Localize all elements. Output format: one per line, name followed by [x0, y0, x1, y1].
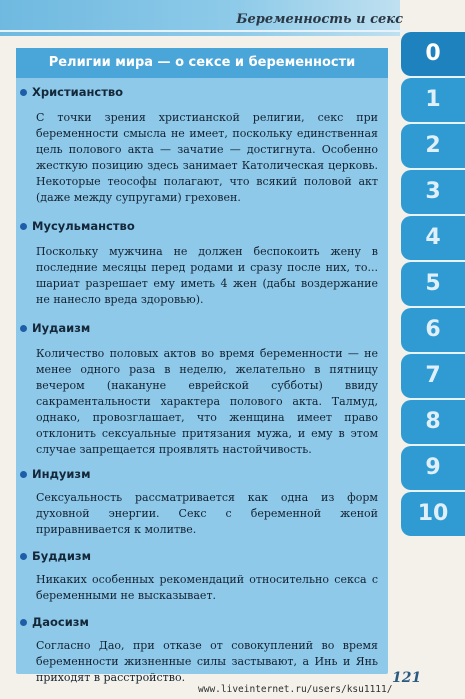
section-text: Поскольку мужчина не должен беспокоить жену в последние месяцы перед родами и сразу после них, то... шариат разрешает ему иметь 4 жен (дабы воздержание не нанесло вреда здоровью). [36, 245, 378, 306]
page-header-title: Беременность и секс [236, 12, 403, 27]
chapter-tab-3[interactable]: 3 [401, 170, 465, 214]
chapter-tab-7[interactable]: 7 [401, 354, 465, 398]
section-heading-text: Мусульманство [32, 219, 135, 233]
section-heading-text: Христианство [32, 85, 124, 99]
section-text: Количество половых актов во время беременности — не менее одного раза в неделю, желательно в пятницу вечером (накануне еврейской субботы) ввиду сакраментальности характера полового акта. Талмуд, однако, провозглашает, что женщина имеет право отклонить сексуальные притязания мужа, и ему в этом случае запрещается проявлять настойчивость. [36, 347, 378, 456]
section-text: С точки зрения христианской религии, секс при беременности смысла не имеет, поскольку единственная цель полового акта — зачатие — достигнута. Особенно жесткую позицию здесь занимает Католическая церковь. Некоторые теософы полагают, что всякий половой акт (даже между супругами) греховен. [36, 111, 378, 204]
chapter-tab-9[interactable]: 9 [401, 446, 465, 490]
section-heading [16, 218, 388, 234]
section-text: Сексуальность рассматривается как одна из форм духовной энергии. Секс с беременной женой приравнивается к молитве. [36, 491, 378, 536]
info-box-title: Религии мира — о сексе и беременности [16, 48, 388, 78]
chapter-tab-2[interactable]: 2 [401, 124, 465, 168]
chapter-tabs [401, 32, 465, 592]
section-heading-text: Буддизм [32, 549, 91, 563]
footer-url[interactable]: www.liveinternet.ru/users/ksu1111/ [198, 684, 393, 695]
section-taoism [16, 614, 388, 686]
bullet-icon [20, 619, 27, 626]
chapter-tab-4[interactable]: 4 [401, 216, 465, 260]
section-hinduism [16, 466, 388, 538]
chapter-tab-5[interactable]: 5 [401, 262, 465, 306]
chapter-tab-1[interactable]: 1 [401, 78, 465, 122]
section-heading [16, 548, 388, 564]
chapter-tab-0[interactable]: 0 [401, 32, 465, 76]
section-heading-text: Индуизм [32, 467, 91, 481]
bullet-icon [20, 471, 27, 478]
section-buddhism [16, 548, 388, 604]
section-heading [16, 84, 388, 100]
bullet-icon [20, 89, 27, 96]
section-heading-text: Даосизм [32, 615, 89, 629]
header-rule [0, 30, 405, 32]
bullet-icon [20, 223, 27, 230]
section-text: Согласно Дао, при отказе от совокуплений во время беременности жизненные силы застывают, а Инь и Янь приходят в расстройство. [36, 639, 378, 684]
section-islam [16, 218, 388, 308]
section-text: Никаких особенных рекомендаций относительно секса с беременными не высказывает. [36, 573, 378, 602]
bullet-icon [20, 553, 27, 560]
page-number: 121 [392, 670, 422, 686]
section-christianity [16, 84, 388, 206]
info-box-content [16, 84, 388, 686]
section-judaism [16, 320, 388, 458]
chapter-tab-10[interactable]: 10 [401, 492, 465, 536]
section-heading [16, 320, 388, 336]
section-heading [16, 466, 388, 482]
section-heading-text: Иудаизм [32, 321, 91, 335]
bullet-icon [20, 325, 27, 332]
section-heading [16, 614, 388, 630]
chapter-tab-6[interactable]: 6 [401, 308, 465, 352]
chapter-tab-8[interactable]: 8 [401, 400, 465, 444]
